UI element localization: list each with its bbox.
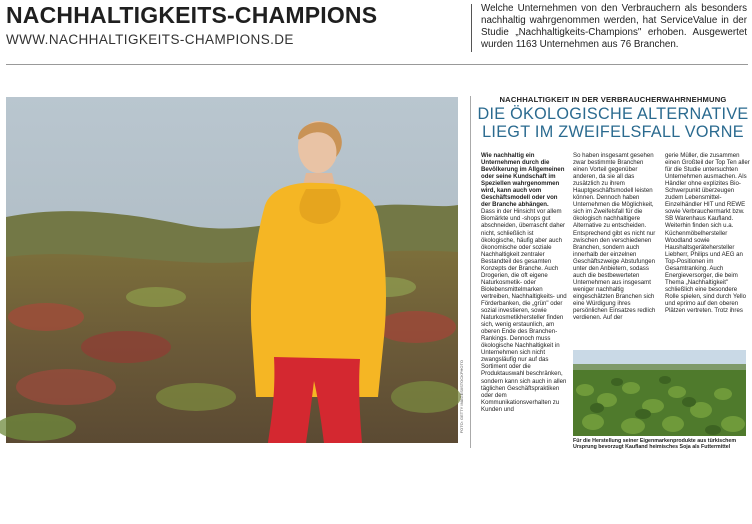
article-column-3 (665, 152, 751, 348)
header-rule (6, 64, 748, 65)
article-lead: Wie nachhaltig ein Unternehmen durch die Bevölkerung im Allgemeinen oder seine Kundschaft im Speziellen wahrgenommen wird, kann auch vom Geschäftsmodell oder von der Branche abhängen. (481, 152, 565, 209)
page-title: NACHHALTIGKEITS-CHAMPIONS (6, 2, 378, 28)
column-3-text: gerie Müller, die zusammen einen Großteil der Top Ten aller für die Studie untersuchten Unternehmen ausmachen. Als Händler ohne explizites Bio-Schwerpunkt überzeugen zudem Lebensmittel-Einzelhändler HIT und REWE sowie Verbrauchermarkt bzw. SB Warenhaus Kaufland. Weiterhin finden sich u.a. Küchenmöbelhersteller Woodland sowie Haushaltsgerätehersteller Liebherr, Philips und AEG an Top-Positionen im Gesamtranking. Auch Energieversorger, die beim Thema „Nachhaltigkeit" schließlich eine besondere Rolle spielen, sind durch Yello und eprimo auf den oberen Plätzen vertreten. Trotz ihres (665, 152, 750, 315)
woman-in-nature-photo (6, 97, 458, 524)
article-column-2 (573, 152, 659, 368)
photo-caption: Leben im Einklang mit der Natur, das ist für immer mehr Menschen erstrebenswert. Sie konsumieren daher bewusst nachhaltige Produkte. (18, 499, 110, 524)
article-column-1 (481, 152, 567, 452)
article-kicker: NACHHALTIGKEIT IN DER VERBRAUCHERWAHRNEHMUNG (499, 95, 727, 104)
page-header (0, 0, 752, 62)
intro-text: Welche Unternehmen von den Verbrauchern als besonders nachhaltig wahrgenommen werden, hat ServiceValue in der Studie „Nachhaltigkeits-Champions" erhoben. Ausgewertet wurden 1163 Unternehmen aus 76 Branchen. (481, 3, 747, 50)
soy-field-caption: Für die Herstellung seiner Eigenmarkenprodukte aus türkischem Ursprung bevorzugt Kaufland heimisches Soja als Futtermittel (573, 438, 737, 451)
column-2-text: So haben insgesamt gesehen zwar bestimmte Branchen einen Vorteil gegenüber anderen, da sie all das zusätzlich zu ihrem Hauptgeschäftsmodell leisten können. Dennoch haben Unternehmen die Möglichkeit, sich im Zweifelsfall für die ökologisch nachhaltigere Alternative zu entscheiden. Entsprechend gibt es nicht nur zwischen den verschiedenen Branchen, sondern auch innerhalb der einzelnen Geschäftszweige Abstufungen unter den Anbietern, sodass auch die bestbewerteten Unternehmen aus insgesamt weniger nachhaltig eingeschätzten Branchen sich eine Würdigung ihres persönlichen Einsatzes redlich verdienen. Auf der (573, 152, 656, 322)
soy-field-photo (573, 350, 746, 436)
column-1-text: Dass in der Hinsicht vor allem Biomärkte und -shops gut abschneiden, überrascht daher nicht, schließlich ist ökologische, häufig aber auch ökonomische oder soziale Nachhaltigkeit zentraler Bestandteil des gesamten Konzepts der Branche. Auch Drogerien, die oft eigene Naturkosmetik- oder Biolebensmittelmarken vertreiben, Nachhaltigkeits- und Förderbanken, die „grün" oder sozial investieren, sowie Naturkosmetikhersteller finden sich, wenig erstaunlich, am oberen Ende des Branchen-Rankings. Dennoch muss ökologische Nachhaltigkeit in Unternehmen sich nicht zwangsläufig nur auf das Sortiment oder die Produktauswahl beschränken, sondern kann sich auch in allen täglichen Geschäftspraktiken oder dem Kommunikationsverhalten zu Kunden und (481, 208, 567, 413)
article-headline: DIE ÖKOLOGISCHE ALTERNATIVE LIEGT IM ZWEIFELSFALL VORNE (477, 105, 749, 141)
header-divider (471, 4, 472, 52)
photo-credit: FOTO: GETTY IMAGES/ISTOCKPHOTO (459, 360, 464, 434)
website-url: WWW.NACHHALTIGKEITS-CHAMPIONS.DE (6, 32, 294, 47)
column-rule (470, 96, 471, 448)
